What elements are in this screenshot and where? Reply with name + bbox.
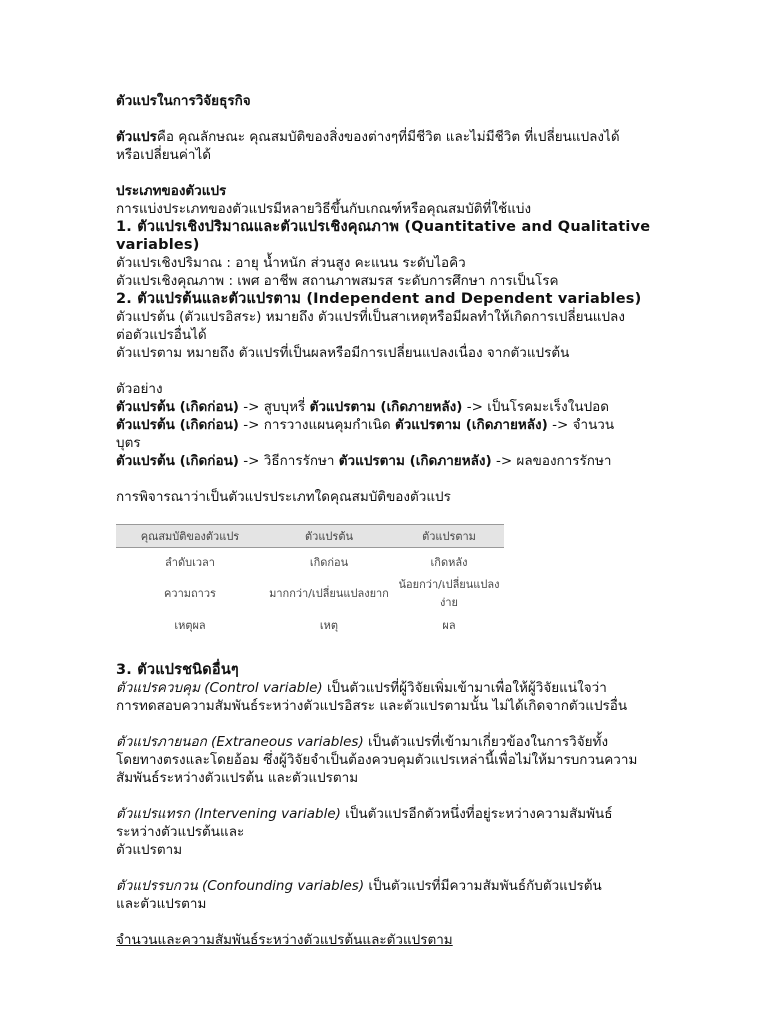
extraneous-variable-name: ตัวแปรภายนอก (Extraneous variables) [116,734,364,750]
control-variable [116,679,656,697]
extraneous-variable-text: เป็นตัวแปรที่เข้ามาเกี่ยวข้องในการวิจัยทั้ง [363,734,609,750]
example-iv-label: ตัวแปรต้น (เกิดก่อน) [116,399,239,415]
example-iv-value: -> การวางแผนคุมกำเนิด [238,417,395,433]
confounding-variable-text: เป็นตัวแปรที่มีความสัมพันธ์กับตัวแปรต้น [364,878,602,894]
example-iv-label: ตัวแปรต้น (เกิดก่อน) [116,417,239,433]
intervening-variable-text: เป็นตัวแปรอีกตัวหนึ่งที่อยู่ระหว่างความสัมพันธ์ [340,806,613,822]
example-2 [116,416,656,434]
example-dv-value: -> ผลของการรักษา [491,453,612,469]
table-header-row [116,525,504,548]
table-cell: มากกว่า/เปลี่ยนแปลงยาก [269,587,389,600]
definition-text: คือ คุณลักษณะ คุณสมบัติของสิ่งของต่างๆที่มีชีวิต และไม่มีชีวิต ที่เปลี่ยนแปลงได้ [156,129,620,145]
table-cell: เหตุ [319,619,339,632]
confounding-variable-name: ตัวแปรรบกวน (Confounding variables) [116,878,365,894]
dependent-definition: ตัวแปรตาม หมายถึง ตัวแปรที่เป็นผลหรือมีการเปลี่ยนแปลงเนื่อง จากตัวแปรต้น [116,345,570,361]
control-variable-text: เป็นตัวแปรที่ผู้วิจัยเพิ่มเข้ามาเพื่อให้ผู้วิจัยแน่ใจว่า [322,680,607,696]
types-heading: ประเภทของตัวแปร [116,183,227,199]
section-3-heading: 3. ตัวแปรชนิดอื่นๆ [116,662,239,678]
independent-definition-cont: ต่อตัวแปรอื่นได้ [116,327,207,343]
section-1-heading-cont: variables) [116,237,200,253]
table-cell: เกิดหลัง [430,555,468,569]
example-dv-value: -> เป็นโรคมะเร็งในปอด [462,399,610,415]
table-cell: ผล [442,619,456,632]
definition-line-2: หรือเปลี่ยนค่าได้ [116,147,212,163]
example-dv-label: ตัวแปรตาม (เกิดภายหลัง) [338,453,492,469]
section-2-heading: 2. ตัวแปรต้นและตัวแปรตาม (Independent and Dependent variables) [116,291,642,307]
qualitative-examples: ตัวแปรเชิงคุณภาพ : เพศ อาชีพ สถานภาพสมรส ระดับการศึกษา การเป็นโรค [116,273,559,289]
example-3 [116,452,656,470]
table-cell: ความถาวร [164,587,216,600]
variable-properties-table [116,524,504,639]
example-iv-label: ตัวแปรต้น (เกิดก่อน) [116,453,239,469]
table-header-cell: คุณสมบัติของตัวแปร [116,525,264,548]
confounding-variable [116,877,656,895]
table-row [116,548,504,576]
quantitative-examples: ตัวแปรเชิงปริมาณ : อายุ น้ำหนัก ส่วนสูง คะแนน ระดับไอคิว [116,255,466,271]
example-iv-value: -> สูบบุหรี่ [238,399,310,415]
footer-heading: จำนวนและความสัมพันธ์ระหว่างตัวแปรต้นและตัวแปรตาม [116,932,453,948]
intervening-variable-name: ตัวแปรแทรก (Intervening variable) [116,806,341,822]
example-1 [116,398,656,416]
table-row [116,611,504,639]
independent-definition: ตัวแปรต้น (ตัวแปรอิสระ) หมายถึง ตัวแปรที่เป็นสาเหตุหรือมีผลทำให้เกิดการเปลี่ยนแปลง [116,309,625,325]
table-cell: ลำดับเวลา [165,555,215,569]
table-cell: น้อยกว่า/เปลี่ยนแปลงง่าย [398,578,500,609]
intervening-variable-cont-2: ตัวแปรตาม [116,842,183,858]
extraneous-variable-cont-2: สัมพันธ์ระหว่างตัวแปรต้น และตัวแปรตาม [116,770,359,786]
example-dv-label: ตัวแปรตาม (เกิดภายหลัง) [309,399,463,415]
consider-text: การพิจารณาว่าเป็นตัวแปรประเภทใดคุณสมบัติของตัวแปร [116,489,451,505]
table-cell: เกิดก่อน [309,555,349,569]
examples-heading: ตัวอย่าง [116,381,163,397]
table-row [116,575,504,611]
table-header-cell: ตัวแปรต้น [264,525,394,548]
types-intro: การแบ่งประเภทของตัวแปรมีหลายวิธีขึ้นกับเกณฑ์หรือคุณสมบัติที่ใช้แบ่ง [116,201,532,217]
example-dv-value: -> จำนวน [547,417,615,433]
table-header-cell: ตัวแปรตาม [394,525,504,548]
control-variable-name: ตัวแปรควบคุม (Control variable) [116,680,323,696]
example-2-cont: บุตร [116,435,141,451]
example-iv-value: -> วิธีการรักษา [238,453,339,469]
definition-paragraph [116,128,656,146]
table-cell: เหตุผล [174,619,206,632]
extraneous-variable [116,733,656,751]
example-dv-label: ตัวแปรตาม (เกิดภายหลัง) [394,417,548,433]
intervening-variable-cont: ระหว่างตัวแปรต้นและ [116,824,245,840]
control-variable-cont: การทดสอบความสัมพันธ์ระหว่างตัวแปรอิสระ และตัวแปรตามนั้น ไม่ได้เกิดจากตัวแปรอื่น [116,698,628,714]
extraneous-variable-cont: โดยทางตรงและโดยอ้อม ซึ่งผู้วิจัยจำเป็นต้องควบคุมตัวแปรเหล่านี้เพื่อไม่ให้มารบกวนความ [116,752,638,768]
definition-term: ตัวแปร [116,129,157,145]
section-1-heading: 1. ตัวแปรเชิงปริมาณและตัวแปรเชิงคุณภาพ (Quantitative and Qualitative [116,219,651,235]
confounding-variable-cont: และตัวแปรตาม [116,896,207,912]
document-title: ตัวแปรในการวิจัยธุรกิจ [116,93,251,109]
document-page [116,92,656,949]
intervening-variable [116,805,656,823]
